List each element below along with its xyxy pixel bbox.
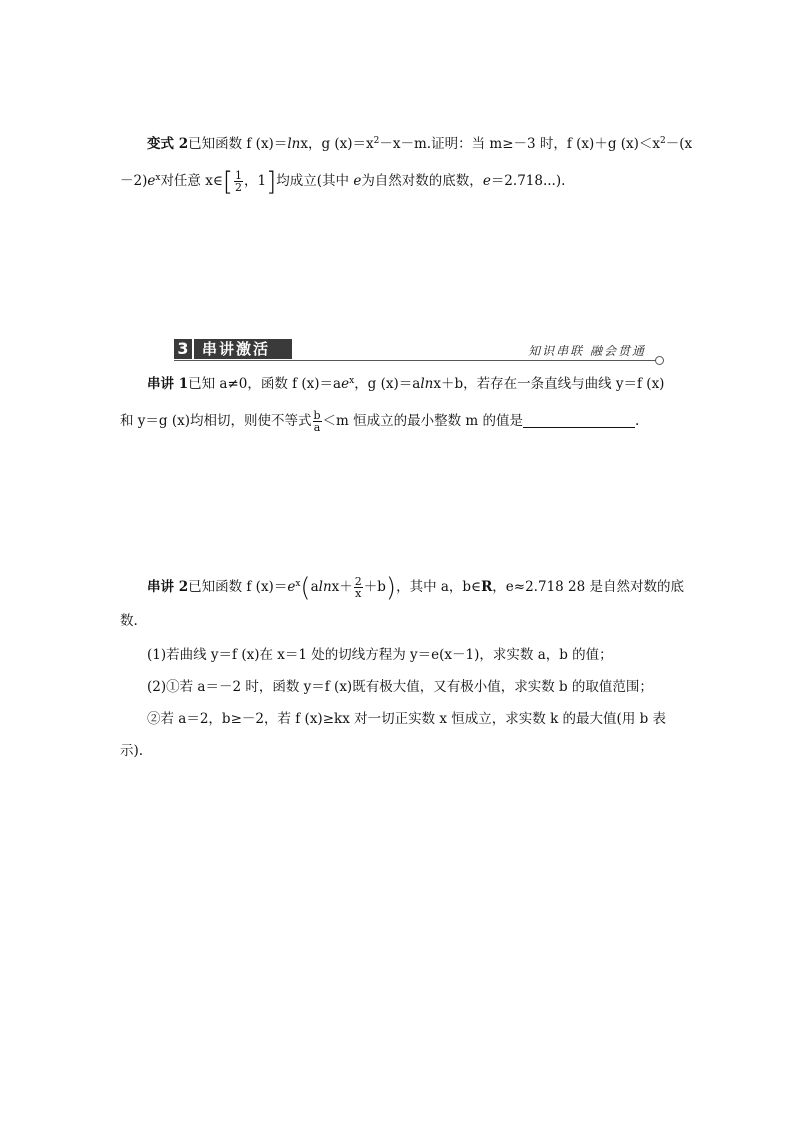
section-subtitle: 知识串联 融会贯通 <box>528 344 646 358</box>
rule-end-circle-icon <box>655 356 664 365</box>
answer-blank[interactable] <box>523 413 635 428</box>
talk2-question1: (1)若曲线 y＝f (x)在 x＝1 处的切线方程为 y＝e(x－1)，求实数 a，b 的值； <box>147 647 613 663</box>
talk1-line1: 串讲 1已知 a≠0，函数 f $(x)=ae^x$，g (x)＝alnx＋b，若存在一条直线与曲线 y＝f (x) <box>147 376 665 392</box>
talk1-label: 串讲 1 <box>147 376 189 392</box>
fraction-2-over-x: $\frac{2}{x}$ <box>354 575 362 600</box>
talk2-line1: 串讲 2已知函数 f $(x)=e^x(alnx+$ $\frac{2}{x}$ ＋b)，其中 a，b∈R，e≈2.718 28 是自然对数的底 <box>147 573 685 603</box>
talk2-question2: (2)①若 a＝－2 时，函数 y＝f (x)既有极大值，又有极小值，求实数 b 的取值范围； <box>147 679 653 695</box>
variant2-line1: 变式 2已知函数 f (x)＝lnx，g $(x)=x^2-x-m$.证明：当 m≥－3 时，f (x)＋g $(x)<x^2-(x$ <box>147 136 693 152</box>
talk2-question3: ②若 a＝2，b≥－2，若 f (x)≥kx 对一切正实数 x 恒成立，求实数 k 的最大值(用 b 表 <box>147 711 667 727</box>
talk2-question3-cont: 示). <box>120 743 144 759</box>
fraction-b-over-a: $\frac{b}{a}$ <box>313 409 321 434</box>
section-rule <box>174 360 656 361</box>
variant2-label: 变式 2 <box>147 136 189 152</box>
talk2-line2: 数. <box>120 613 138 629</box>
talk2-label: 串讲 2 <box>147 579 189 595</box>
variant2-line2: $-2)e^x$对任意 x∈[ $\frac{1}{2}$ ，1]均成立(其中 e为自然对数的底数，e＝2.718...). <box>120 167 566 197</box>
section-number: 3 <box>174 339 192 359</box>
section-header <box>174 338 668 364</box>
section-title: 串讲激活 <box>194 339 292 359</box>
fraction-half: $\frac{1}{2}$ <box>235 169 242 194</box>
talk1-line2: 和 y＝g (x)均相切，则使不等式 $\frac{b}{a}$ ＜m 恒成立的最小整数 m 的值是 . <box>120 409 640 434</box>
